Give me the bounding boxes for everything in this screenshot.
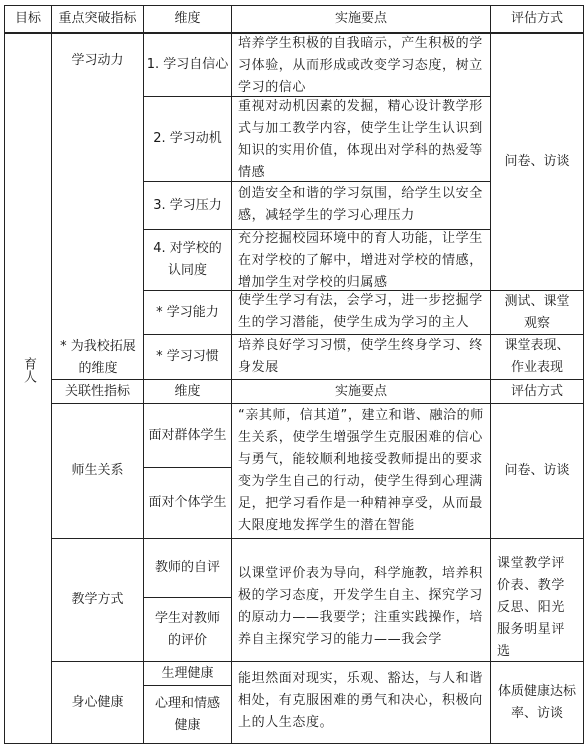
- dimension-cell: 1. 学习自信心: [146, 57, 229, 72]
- dimension-cell: 4. 对学校的认同度: [153, 241, 222, 278]
- key-points-cell: 培养学生积极的自我暗示，产生积极的学习体验，从而形成或改变学习态度，树立学习的信心: [238, 36, 483, 95]
- evaluation-cell: 课堂教学评价表、教学反思、阳光服务明星评选: [497, 556, 566, 659]
- header-key-points-2: 实施要点: [334, 383, 387, 399]
- indicator-teacher-student: 师生关系: [71, 463, 124, 478]
- header-dimension-2: 维度: [174, 383, 201, 399]
- dimension-cell: 面对个体学生: [148, 495, 227, 510]
- dimension-cell: 面对群体学生: [148, 427, 227, 443]
- dimension-cell: 生理健康: [161, 665, 214, 681]
- dimension-cell: * 学习能力: [156, 304, 219, 320]
- dimension-cell: 教师的自评: [154, 560, 220, 575]
- table-border: [4, 5, 5, 744]
- key-points-cell: 重视对动机因素的发掘，精心设计教学形式与加工教学内容，使学生让学生认识到知识的实用价值，体现出对学科的热爱等情感: [238, 99, 483, 180]
- header-dimension: 维度: [174, 11, 201, 26]
- indicator-health: 身心健康: [71, 694, 124, 710]
- evaluation-cell: 问卷、访谈: [504, 463, 570, 478]
- dimension-cell: * 学习习惯: [156, 349, 219, 364]
- key-points-cell: 能坦然面对现实，乐观、豁达，与人和谐相处，有克服困难的勇气和决心，积极向上的人生态度。: [238, 671, 483, 730]
- indicator-motivation: 学习动力: [71, 53, 124, 68]
- key-points-cell: 使学生学习有法，会学习，进一步挖掘学生的学习潜能，使学生成为学习的主人: [238, 293, 483, 330]
- table-border: [583, 5, 584, 744]
- dimension-cell: 学生对教师的评价: [154, 610, 220, 648]
- header-key-points: 实施要点: [334, 11, 387, 26]
- header-goal: 目标: [14, 11, 41, 26]
- indicator-extension: * 为我校拓展的维度: [60, 339, 136, 376]
- dimension-cell: 3. 学习压力: [153, 197, 222, 213]
- table-border: [4, 743, 584, 744]
- goal-label: 育人: [21, 357, 36, 383]
- header-key-indicator: 重点突破指标: [58, 11, 137, 26]
- header-evaluation: 评估方式: [510, 11, 563, 26]
- evaluation-cell: 课堂表现、作业表现: [504, 338, 570, 375]
- evaluation-cell: 测试、课堂观察: [504, 293, 570, 331]
- key-points-cell: 培养良好学习习惯，使学生终身学习、终身发展: [238, 338, 483, 375]
- dimension-cell: 心理和情感健康: [154, 695, 220, 733]
- indicator-teaching: 教学方式: [71, 592, 124, 607]
- header-evaluation-2: 评估方式: [510, 383, 563, 399]
- key-points-cell: 充分挖掘校园环境中的育人功能，让学生在对学校的了解中，增进对学校的情感，增加学生对学校的归属感: [238, 231, 483, 290]
- key-points-cell: “亲其师，信其道”，建立和谐、融洽的师生关系，使学生增强学生克服困难的信心与勇气，能较顺利地接受教师提出的要求变为学生自己的行动，使学生得到心理满足，把学习看作是一种精神享受，从而最大限度地发挥学生的潜在智能: [238, 408, 484, 533]
- evaluation-cell: 问卷、访谈: [504, 153, 570, 169]
- dimension-cell: 2. 学习动机: [153, 131, 222, 146]
- key-points-cell: 创造安全和谐的学习氛围，给学生以安全感，减轻学生的学习心理压力: [238, 186, 483, 223]
- key-points-cell: 以课堂评价表为导向，科学施教，培养积极的学习态度，开发学生自主、探究学习的原动力——我要学；注重实践操作，培养自主探究学习的能力——我会学: [238, 566, 483, 647]
- evaluation-cell: 体质健康达标率、访谈: [497, 683, 576, 721]
- header-related-indicator: 关联性指标: [64, 383, 130, 399]
- column-divider: [231, 5, 232, 744]
